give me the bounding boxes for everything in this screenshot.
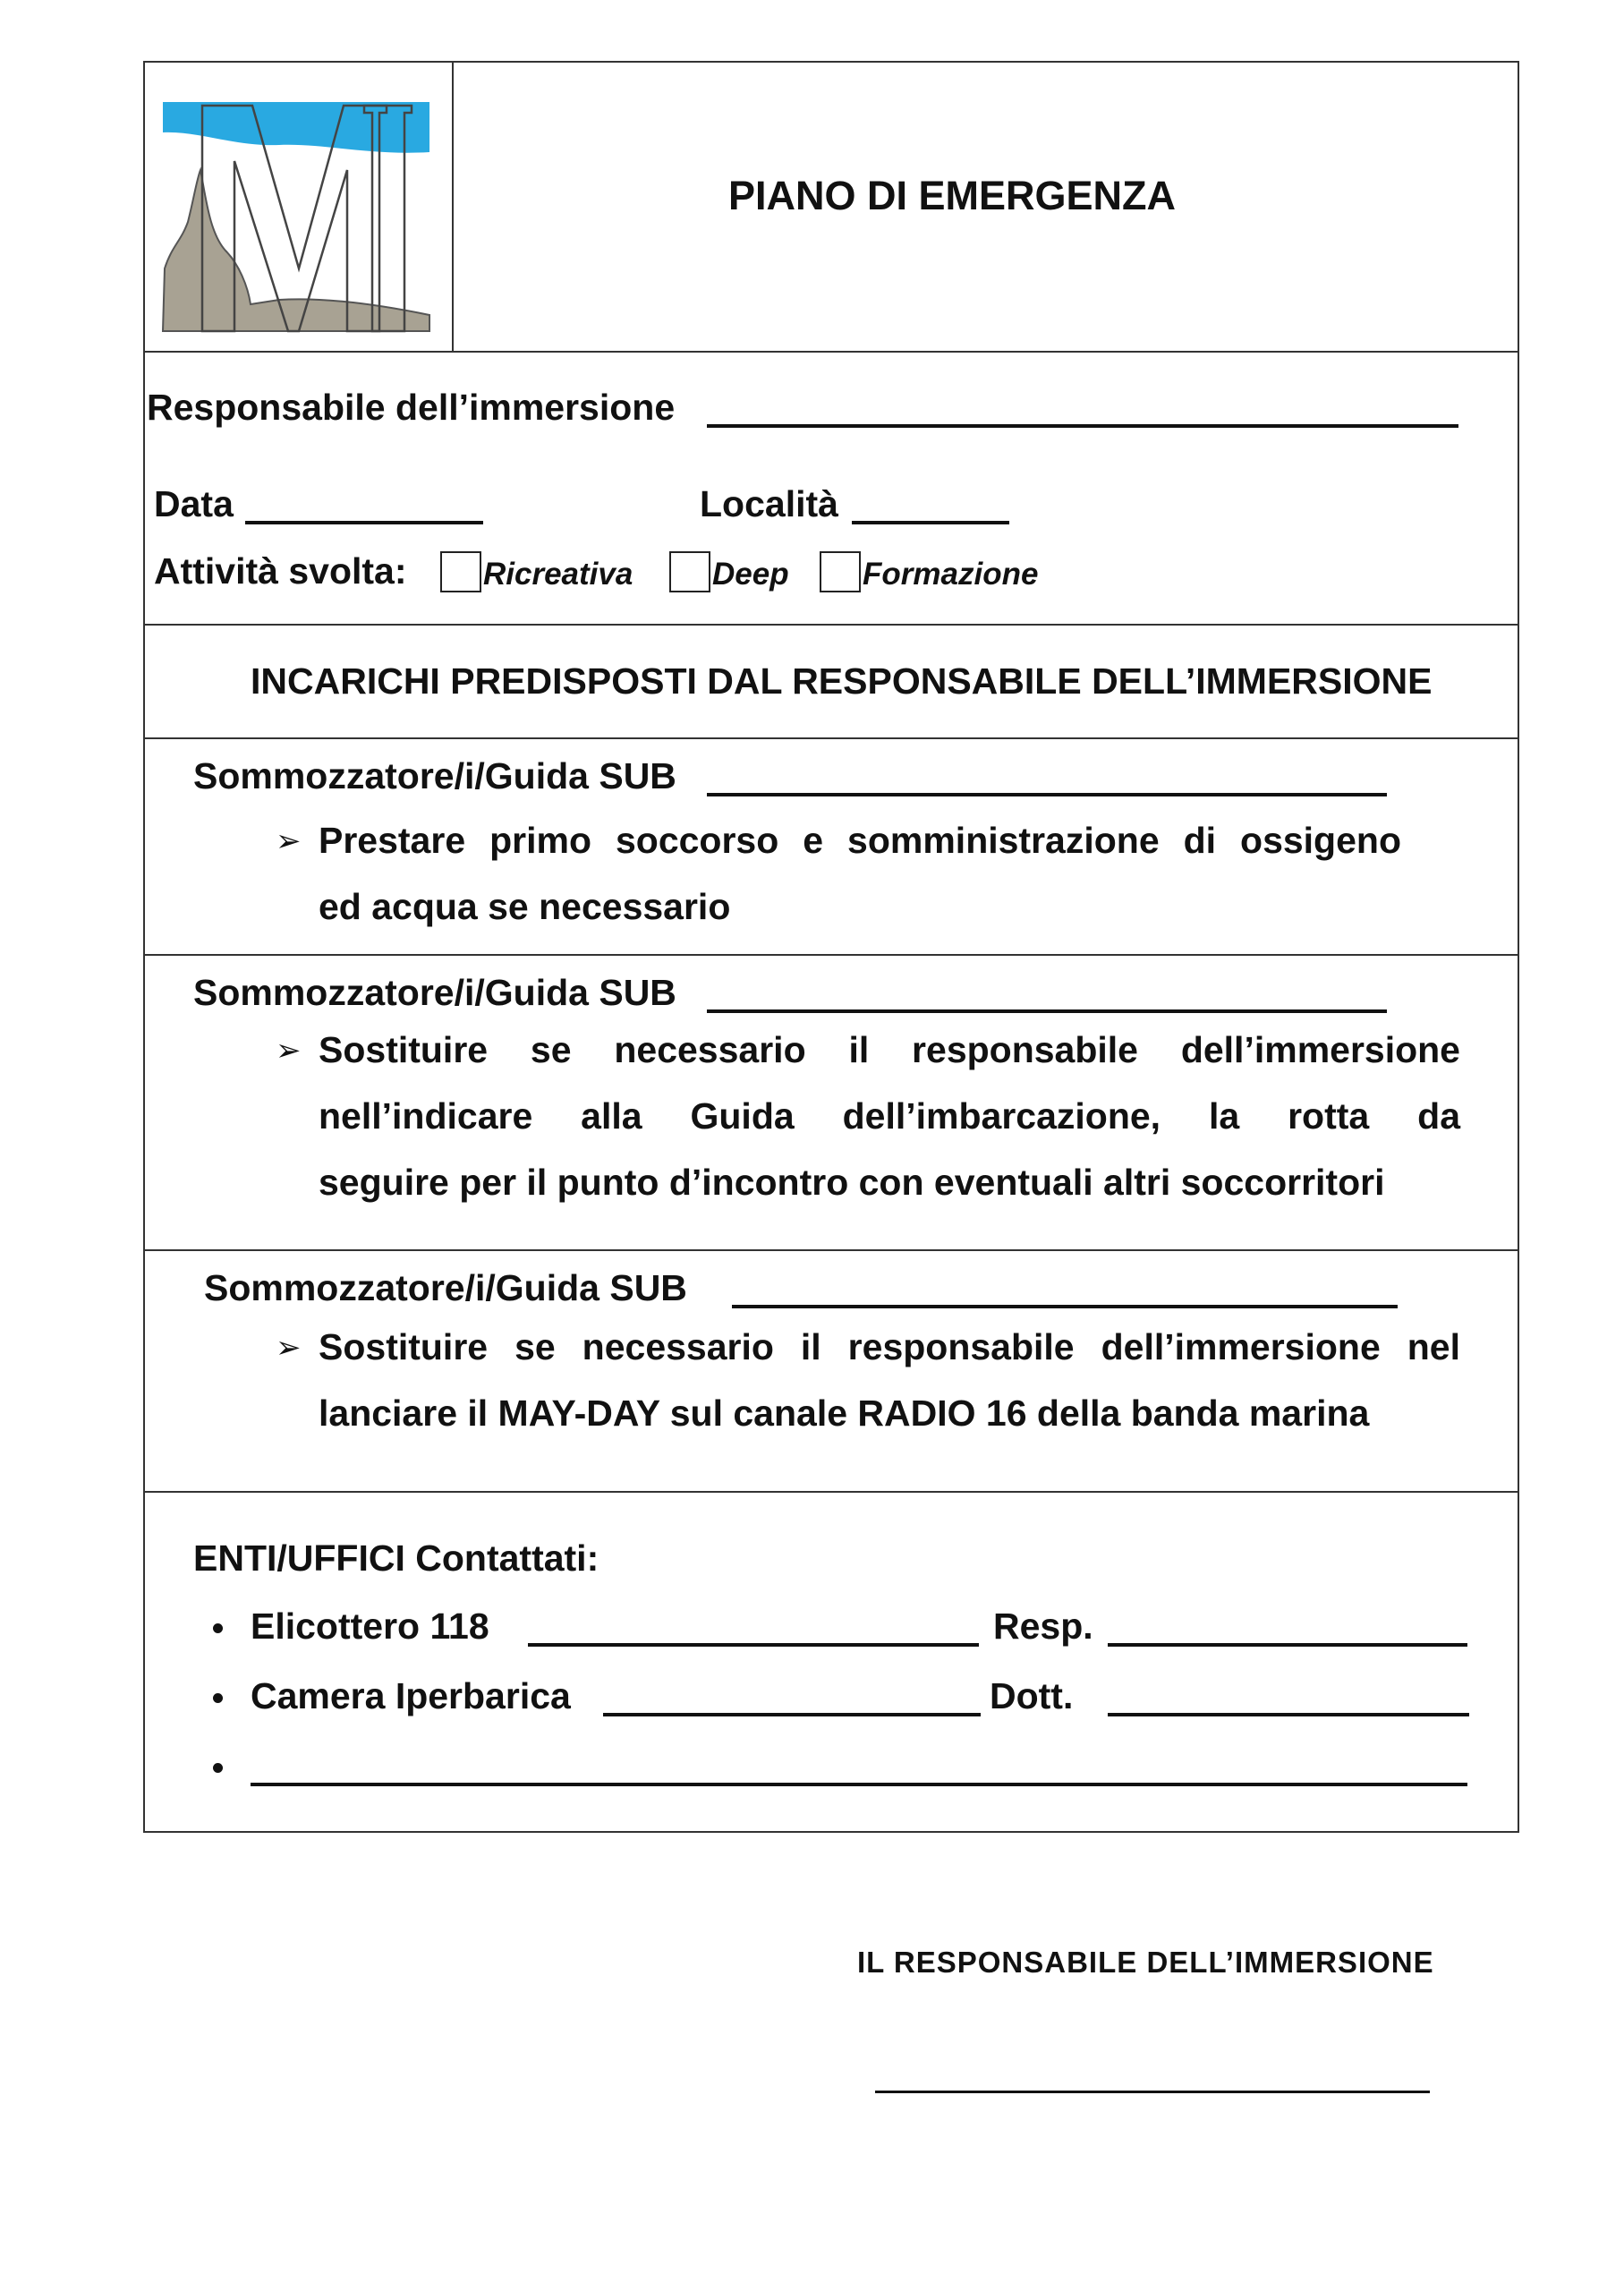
bullet-icon [213,1693,223,1703]
formazione-label: Formazione [863,557,1039,592]
other-ente-field[interactable] [251,1783,1467,1786]
bullet-icon [213,1763,223,1773]
role-label: Sommozzatore/i/Guida SUB [204,1267,687,1308]
enti-item-contact: Resp. [993,1605,1093,1647]
task-line: nell’indicare alla Guida dell’imbarcazione, la rotta da [319,1095,1460,1137]
page-title: PIANO DI EMERGENZA [728,173,1177,218]
logo [145,63,454,351]
attivita-label: Attività svolta: [154,550,407,592]
signature-field[interactable] [875,2091,1430,2093]
arrow-bullet-icon: ➢ [276,1034,302,1068]
divider [145,1249,1518,1251]
arrow-bullet-icon: ➢ [276,824,302,858]
task-line: ed acqua se necessario [319,886,731,927]
camera-iperbarica-field[interactable] [603,1713,981,1716]
logo-mark [145,63,452,351]
arrow-bullet-icon: ➢ [276,1331,302,1365]
localita-field[interactable] [852,521,1009,524]
ricreativa-checkbox[interactable] [440,551,481,592]
divider [145,737,1518,739]
role-field[interactable] [707,793,1387,796]
section-title: INCARICHI PREDISPOSTI DAL RESPONSABILE DELL’IMMERSIONE [251,660,1433,702]
data-field[interactable] [245,521,483,524]
role-field[interactable] [732,1305,1398,1308]
data-label: Data [154,483,234,524]
task-line: Sostituire se necessario il responsabile dell’immersione [319,1029,1460,1070]
formazione-checkbox[interactable] [820,551,861,592]
role-field[interactable] [707,1009,1387,1013]
enti-item-contact: Dott. [990,1675,1074,1716]
role-label: Sommozzatore/i/Guida SUB [193,972,676,1013]
resp-field[interactable] [1108,1643,1467,1647]
task-line: lanciare il MAY-DAY sul canale RADIO 16 della banda marina [319,1392,1370,1434]
task-line: seguire per il punto d’incontro con eventuali altri soccorritori [319,1162,1385,1203]
divider [145,624,1518,626]
enti-title: ENTI/UFFICI Contattati: [193,1537,599,1579]
elicottero-field[interactable] [528,1643,979,1647]
deep-checkbox[interactable] [669,551,710,592]
enti-item-name: Elicottero 118 [251,1605,489,1647]
task-line: Prestare primo soccorso e somministrazione di ossigeno [319,820,1401,861]
role-label: Sommozzatore/i/Guida SUB [193,755,676,796]
ricreativa-label: Ricreativa [483,557,633,592]
divider [145,351,1518,353]
emergency-plan-form [143,61,1519,1833]
deep-label: Deep [712,557,789,592]
signature-title: IL RESPONSABILE DELL’IMMERSIONE [857,1946,1434,1979]
task-line: Sostituire se necessario il responsabile dell’immersione nel [319,1326,1460,1367]
bullet-icon [213,1623,223,1633]
responsabile-field[interactable] [707,424,1458,428]
dott-field[interactable] [1108,1713,1469,1716]
localita-label: Località [700,483,838,524]
responsabile-label: Responsabile dell’immersione [147,387,676,428]
divider [145,1491,1518,1493]
enti-item-name: Camera Iperbarica [251,1675,571,1716]
divider [145,954,1518,956]
